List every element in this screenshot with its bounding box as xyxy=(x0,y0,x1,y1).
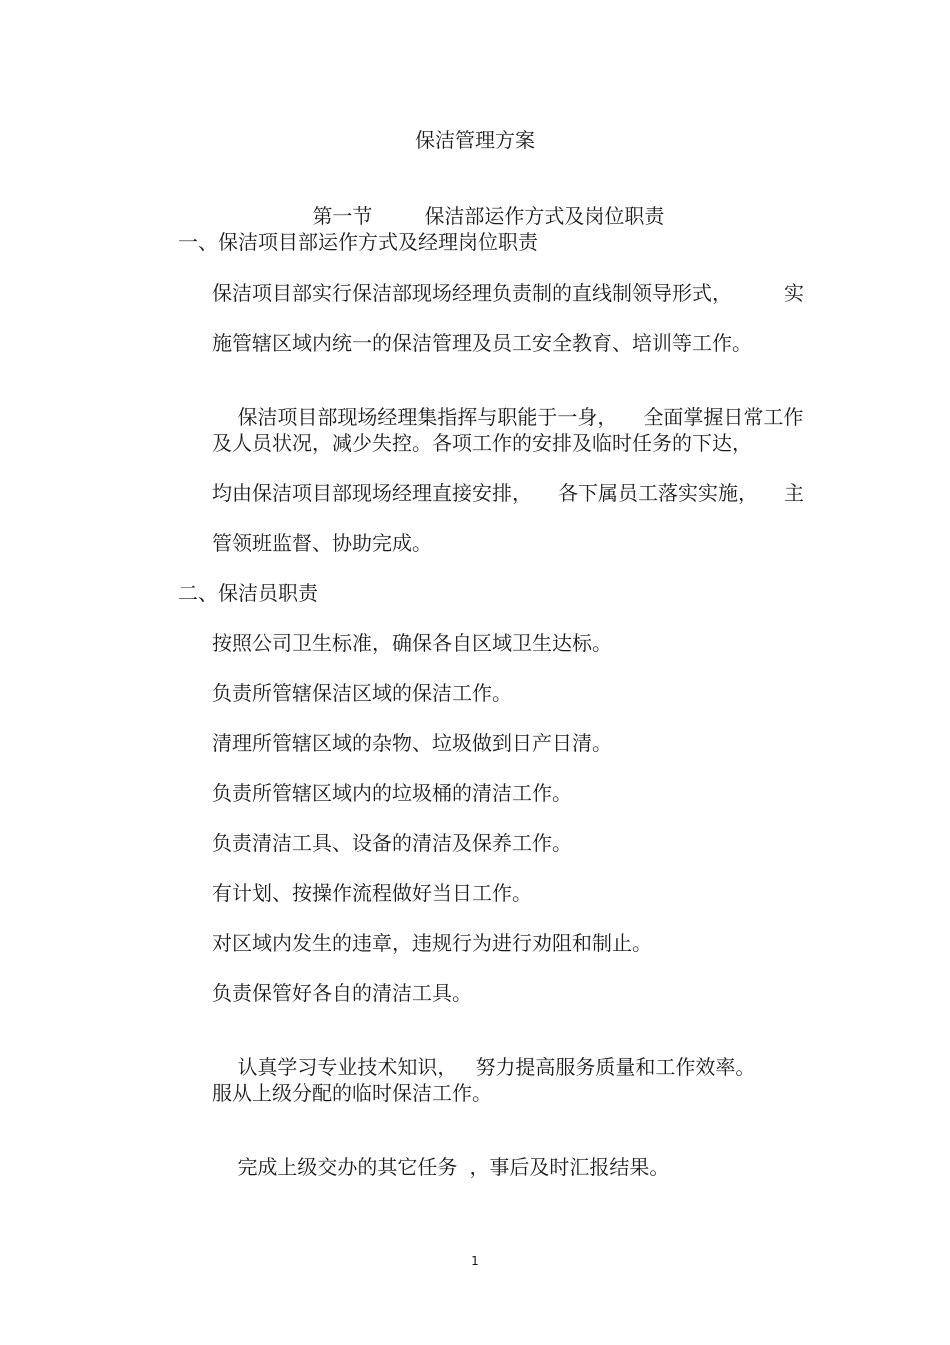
paragraph-line: 施管辖区域内统一的保洁管理及员工安全教育、培训等工作。 xyxy=(212,331,752,355)
text-segment: 认真学习专业技术知识， xyxy=(237,1055,458,1079)
text-segment: 保洁项目部实行保洁部现场经理负责制的直线制领导形式， xyxy=(212,281,732,305)
list-item: 对区域内发生的违章，违规行为进行劝阻和制止。 xyxy=(212,931,652,955)
paragraph-line xyxy=(212,281,804,305)
text-segment: 实 xyxy=(784,281,804,305)
list-item: 负责所管辖保洁区域的保洁工作。 xyxy=(212,681,512,705)
paragraph-line xyxy=(212,481,804,505)
list-item: 有计划、按操作流程做好当日工作。 xyxy=(212,881,532,905)
paragraph-line: 管领班监督、协助完成。 xyxy=(212,531,432,555)
paragraph-line: 及人员状况，减少失控。各项工作的安排及临时任务的下达， xyxy=(212,431,752,455)
text-segment: 各下属员工落实实施， xyxy=(558,481,758,505)
part1-heading: 一、保洁项目部运作方式及经理岗位职责 xyxy=(178,230,538,254)
document-title: 保洁管理方案 xyxy=(415,128,535,152)
list-item: 服从上级分配的临时保洁工作。 xyxy=(212,1081,492,1105)
list-item: 按照公司卫生标准，确保各自区域卫生达标。 xyxy=(212,631,612,655)
list-item xyxy=(212,1131,669,1203)
part2-heading: 二、保洁员职责 xyxy=(178,581,318,605)
text-segment: 均由保洁项目部现场经理直接安排， xyxy=(212,481,532,505)
text-segment: 全面掌握日常工作 xyxy=(643,405,804,429)
section-number: 第一节 xyxy=(312,204,373,228)
list-item: 清理所管辖区域的杂物、垃圾做到日产日清。 xyxy=(212,731,612,755)
section-name: 保洁部运作方式及岗位职责 xyxy=(424,204,665,228)
list-item: 负责所管辖区域内的垃圾桶的清洁工作。 xyxy=(212,781,572,805)
text-segment: 完成上级交办的其它任务 xyxy=(237,1155,458,1179)
text-segment: 保洁项目部现场经理集指挥与职能于一身， xyxy=(237,405,618,429)
text-segment: ，事后及时汇报结果。 xyxy=(469,1155,670,1179)
text-segment: 主 xyxy=(784,481,804,505)
list-item: 负责清洁工具、设备的清洁及保养工作。 xyxy=(212,831,572,855)
text-segment: 努力提高服务质量和工作效率。 xyxy=(475,1055,756,1079)
page-number: 1 xyxy=(471,1254,479,1268)
list-item: 负责保管好各自的清洁工具。 xyxy=(212,981,472,1005)
